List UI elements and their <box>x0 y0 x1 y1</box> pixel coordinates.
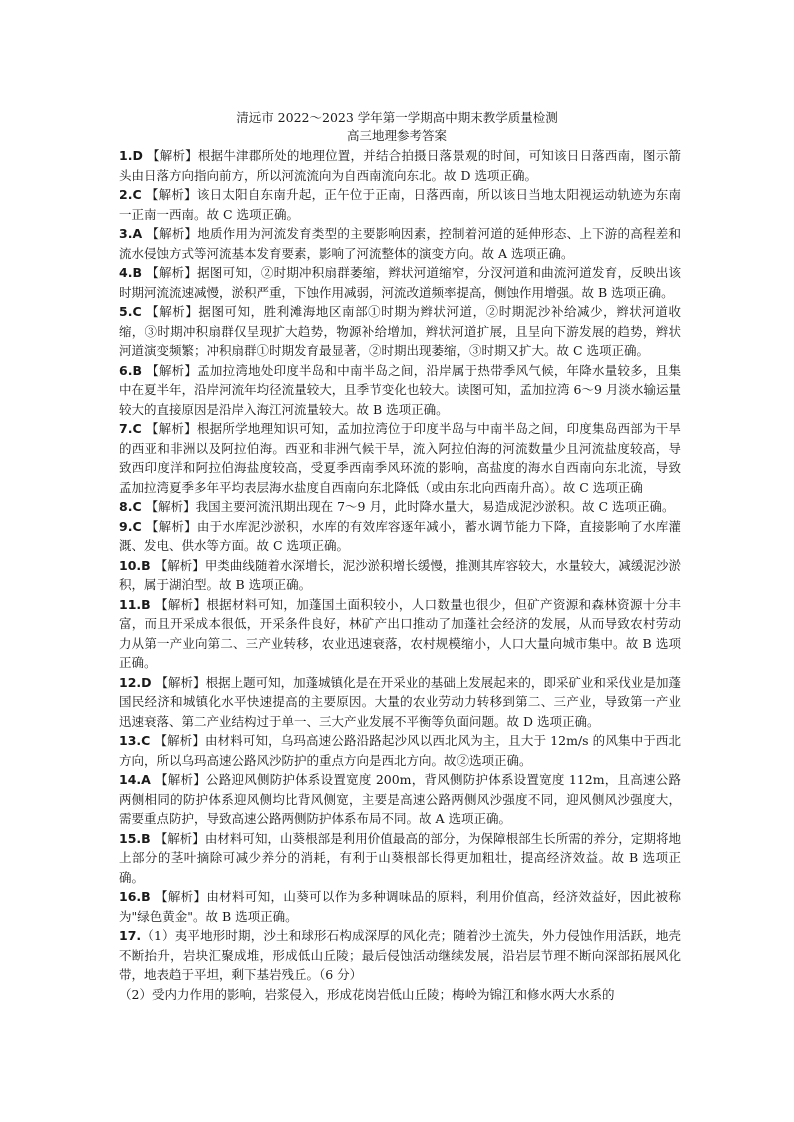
answer-item <box>119 731 681 770</box>
answer-item <box>119 224 681 263</box>
answer-text: 据图可知，②时期冲积扇群萎缩，辫状河道缩窄，分汊河道和曲流河道发育，反映出该时期河流流速减慢，淤积严重，下蚀作用减弱，河流改道频率提高，侧蚀作用增强。故 B 选项正确。 <box>119 265 681 300</box>
answer-number: 15.B <box>119 830 151 846</box>
answer-item <box>119 770 681 829</box>
answer-item <box>119 146 681 185</box>
answer-number: 11.B <box>119 596 151 612</box>
answer-text: 由于水库泥沙淤积，水库的有效库容逐年减小，蓄水调节能力下降，直接影响了水库灌溉、发电、供水等方面。故 C 选项正确。 <box>119 518 681 553</box>
analysis-tag: 【解析】 <box>147 148 198 163</box>
answer-item <box>119 556 681 595</box>
answer-item <box>119 302 681 361</box>
analysis-tag: 【解析】 <box>145 187 197 202</box>
answer-text: 由材料可知，乌玛高速公路沿路起沙风以西北风为主，且大于 12m/s 的风集中于西北方向，所以乌玛高速公路风沙防护的重点方向是西北方向。故②选项正确。 <box>119 733 681 768</box>
analysis-tag: 【解析】 <box>145 499 196 514</box>
answer-number: 14.A <box>119 772 151 787</box>
analysis-tag: 【解析】 <box>154 889 207 904</box>
document-header <box>0 109 794 145</box>
analysis-tag: 【解析】 <box>154 596 207 612</box>
answer-item <box>119 263 681 302</box>
analysis-tag: 【解析】 <box>146 362 198 378</box>
answer-number: 16.B <box>119 889 151 904</box>
answer-text: 由材料可知，山葵根部是利用价值最高的部分，为保障根部生长所需的养分，定期将地上部分的茎叶摘除可减少养分的消耗，有利于山葵根部长得更加粗壮，提高经济效益。故 B 选项正确。 <box>119 830 681 885</box>
answer-item <box>119 887 681 926</box>
document-title: 清远市 2022～2023 学年第一学期高中期末教学质量检测 <box>236 110 558 125</box>
answer-text: 甲类曲线随着水深增长，泥沙淤积增长缓慢，推测其库容较大，水量较大，减缓泥沙淤积，属于湖泊型。故 B 选项正确。 <box>119 557 681 592</box>
answer-item <box>119 829 681 888</box>
analysis-tag: 【解析】 <box>155 772 207 787</box>
analysis-tag: 【解析】 <box>154 830 205 846</box>
answer-number: 7.C <box>119 421 142 436</box>
analysis-tag: 【解析】 <box>146 265 198 280</box>
answer-text: 孟加拉湾地处印度半岛和中南半岛之间，沿岸属于热带季风气候，年降水量较多，且集中在夏半年，沿岸河流年均径流量较大，且季节变化也较大。读图可知，孟加拉湾 6～9 月淡水输运量较大的直接原因是沿岸入海江河流量较大。故 B 选项正确。 <box>119 362 681 417</box>
answer-number: 10.B <box>119 557 151 573</box>
answer-number: 3.A <box>119 226 143 241</box>
answer-text: 由材料可知，山葵可以作为多种调味品的原料，利用价值高，经济效益好，因此被称为"绿色黄金"。故 B 选项正确。 <box>119 889 681 924</box>
answer-item <box>119 673 681 732</box>
answer-number: 17. <box>119 928 142 943</box>
answer-item <box>119 419 681 497</box>
answer-text: 根据牛津郡所处的地理位置，并结合拍摄日落景观的时间，可知该日日落西南，图示箭头由日落方向指向前方，所以河流流向为自西南流向东北。故 D 选项正确。 <box>119 148 681 183</box>
document-subtitle: 高三地理参考答案 <box>346 128 447 143</box>
answer-list <box>119 146 681 1004</box>
answer-number: 6.B <box>119 362 142 378</box>
answer-number: 9.C <box>119 518 142 534</box>
analysis-tag: 【解析】 <box>154 557 205 573</box>
answer-text: 据图可知，胜利滩海地区南部①时期为辫状河道，②时期泥沙补给减少，辫状河道收缩，③时期冲积扇群仅呈现扩大趋势，物源补给增加，辫状河道扩展，且呈向下游发展的趋势，辫状河道演变频繁；冲积扇群①时期发育最显著，②时期出现萎缩，③时期又扩大。故 C 选项正确。 <box>119 304 681 358</box>
answer-text: 公路迎风侧防护体系设置宽度 200m，背风侧防护体系设置宽度 112m，且高速公路两侧相同的防护体系迎风侧均比背风侧宽，主要是高速公路两侧风沙强度不同，迎风侧风沙强度大，需要重点防护，导致高速公路两侧防护体系布局不同。故 A 选项正确。 <box>119 772 681 826</box>
answer-number: 1.D <box>119 148 143 163</box>
analysis-tag: 【解析】 <box>146 226 198 241</box>
answer-text: 该日太阳自东南升起，正午位于正南，日落西南，所以该日当地太阳视运动轨迹为东南一正南一西南。故 C 选项正确。 <box>119 187 681 222</box>
answer-number: 4.B <box>119 265 142 280</box>
answer-number: 8.C <box>119 499 142 514</box>
answer-item <box>119 185 681 224</box>
answer-text: 根据所学地理知识可知，孟加拉湾位于印度半岛与中南半岛之间，印度集岛西部为干旱的西亚和非洲以及阿拉伯海。西亚和非洲气候干旱，流入阿拉伯海的河流数量少且河流盐度较高，导致西印度洋和阿拉伯海盐度较高，受夏季西南季风环流的影响，高盐度的海水自西南向东北流，导致孟加拉湾夏季多年平均表层海水盐度自西南向东北降低（或由东北向西南升高）。故 C 选项正确 <box>119 421 681 495</box>
answer-text: 根据上题可知，加蓬城镇化是在开采业的基础上发展起来的，即采矿业和采伐业是加蓬国民经济和城镇化水平快速提高的主要原因。大量的农业劳动力转移到第二、三产业，导致第一产业迅速衰落、第二产业结构过于单一、三大产业发展不平衡等负面问题。故 D 选项正确。 <box>119 674 681 729</box>
answer-item <box>119 517 681 556</box>
answer-item <box>119 595 681 673</box>
answer-item <box>119 497 681 517</box>
answer-text: 根据材料可知，加蓬国土面积较小，人口数量也很少，但矿产资源和森林资源十分丰富，而且开采成本很低，开采条件良好，林矿产出口推动了加蓬社会经济的发展，从而导致农村劳动力从第一产业向第二、三产业转移，农业迅速衰落，农村规模缩小，人口大量向城市集中。故 B 选项正确。 <box>119 596 681 670</box>
answer-number: 5.C <box>119 304 142 319</box>
answer-item <box>119 985 681 1005</box>
analysis-tag: 【解析】 <box>145 518 197 534</box>
analysis-tag: 【解析】 <box>146 304 199 319</box>
answer-text: 我国主要河流汛期出现在 7～9 月，此时降水量大，易造成泥沙淤积。故 C 选项正确。 <box>195 499 675 514</box>
answer-number: 12.D <box>119 674 152 690</box>
answer-number: 2.C <box>119 187 142 202</box>
answer-text: 地质作用为河流发育类型的主要影响因素，控制着河道的延伸形态、上下游的高程差和流水侵蚀方式等河流基本发育要素，影响了河流整体的演变方向。故 A 选项正确。 <box>119 226 681 261</box>
answer-number: 13.C <box>119 733 151 748</box>
answer-item <box>119 361 681 420</box>
answer-text: （2）受内力作用的影响，岩浆侵入，形成花岗岩低山丘陵；梅岭为锦江和修水两大水系的 <box>119 986 615 1002</box>
answer-item <box>119 926 681 985</box>
analysis-tag: 【解析】 <box>155 674 206 690</box>
analysis-tag: 【解析】 <box>154 733 205 748</box>
analysis-tag: 【解析】 <box>145 421 197 436</box>
answer-text: （1）夷平地形时期，沙土和球形石构成深厚的风化壳；随着沙土流失，外力侵蚀作用活跃，地壳不断抬升，岩块汇聚成堆，形成低山丘陵；最后侵蚀活动继续发展，沿岩层节理不断向深部拓展风化带，地表趋于平坦，剩下基岩残丘。（6 分） <box>119 928 681 982</box>
